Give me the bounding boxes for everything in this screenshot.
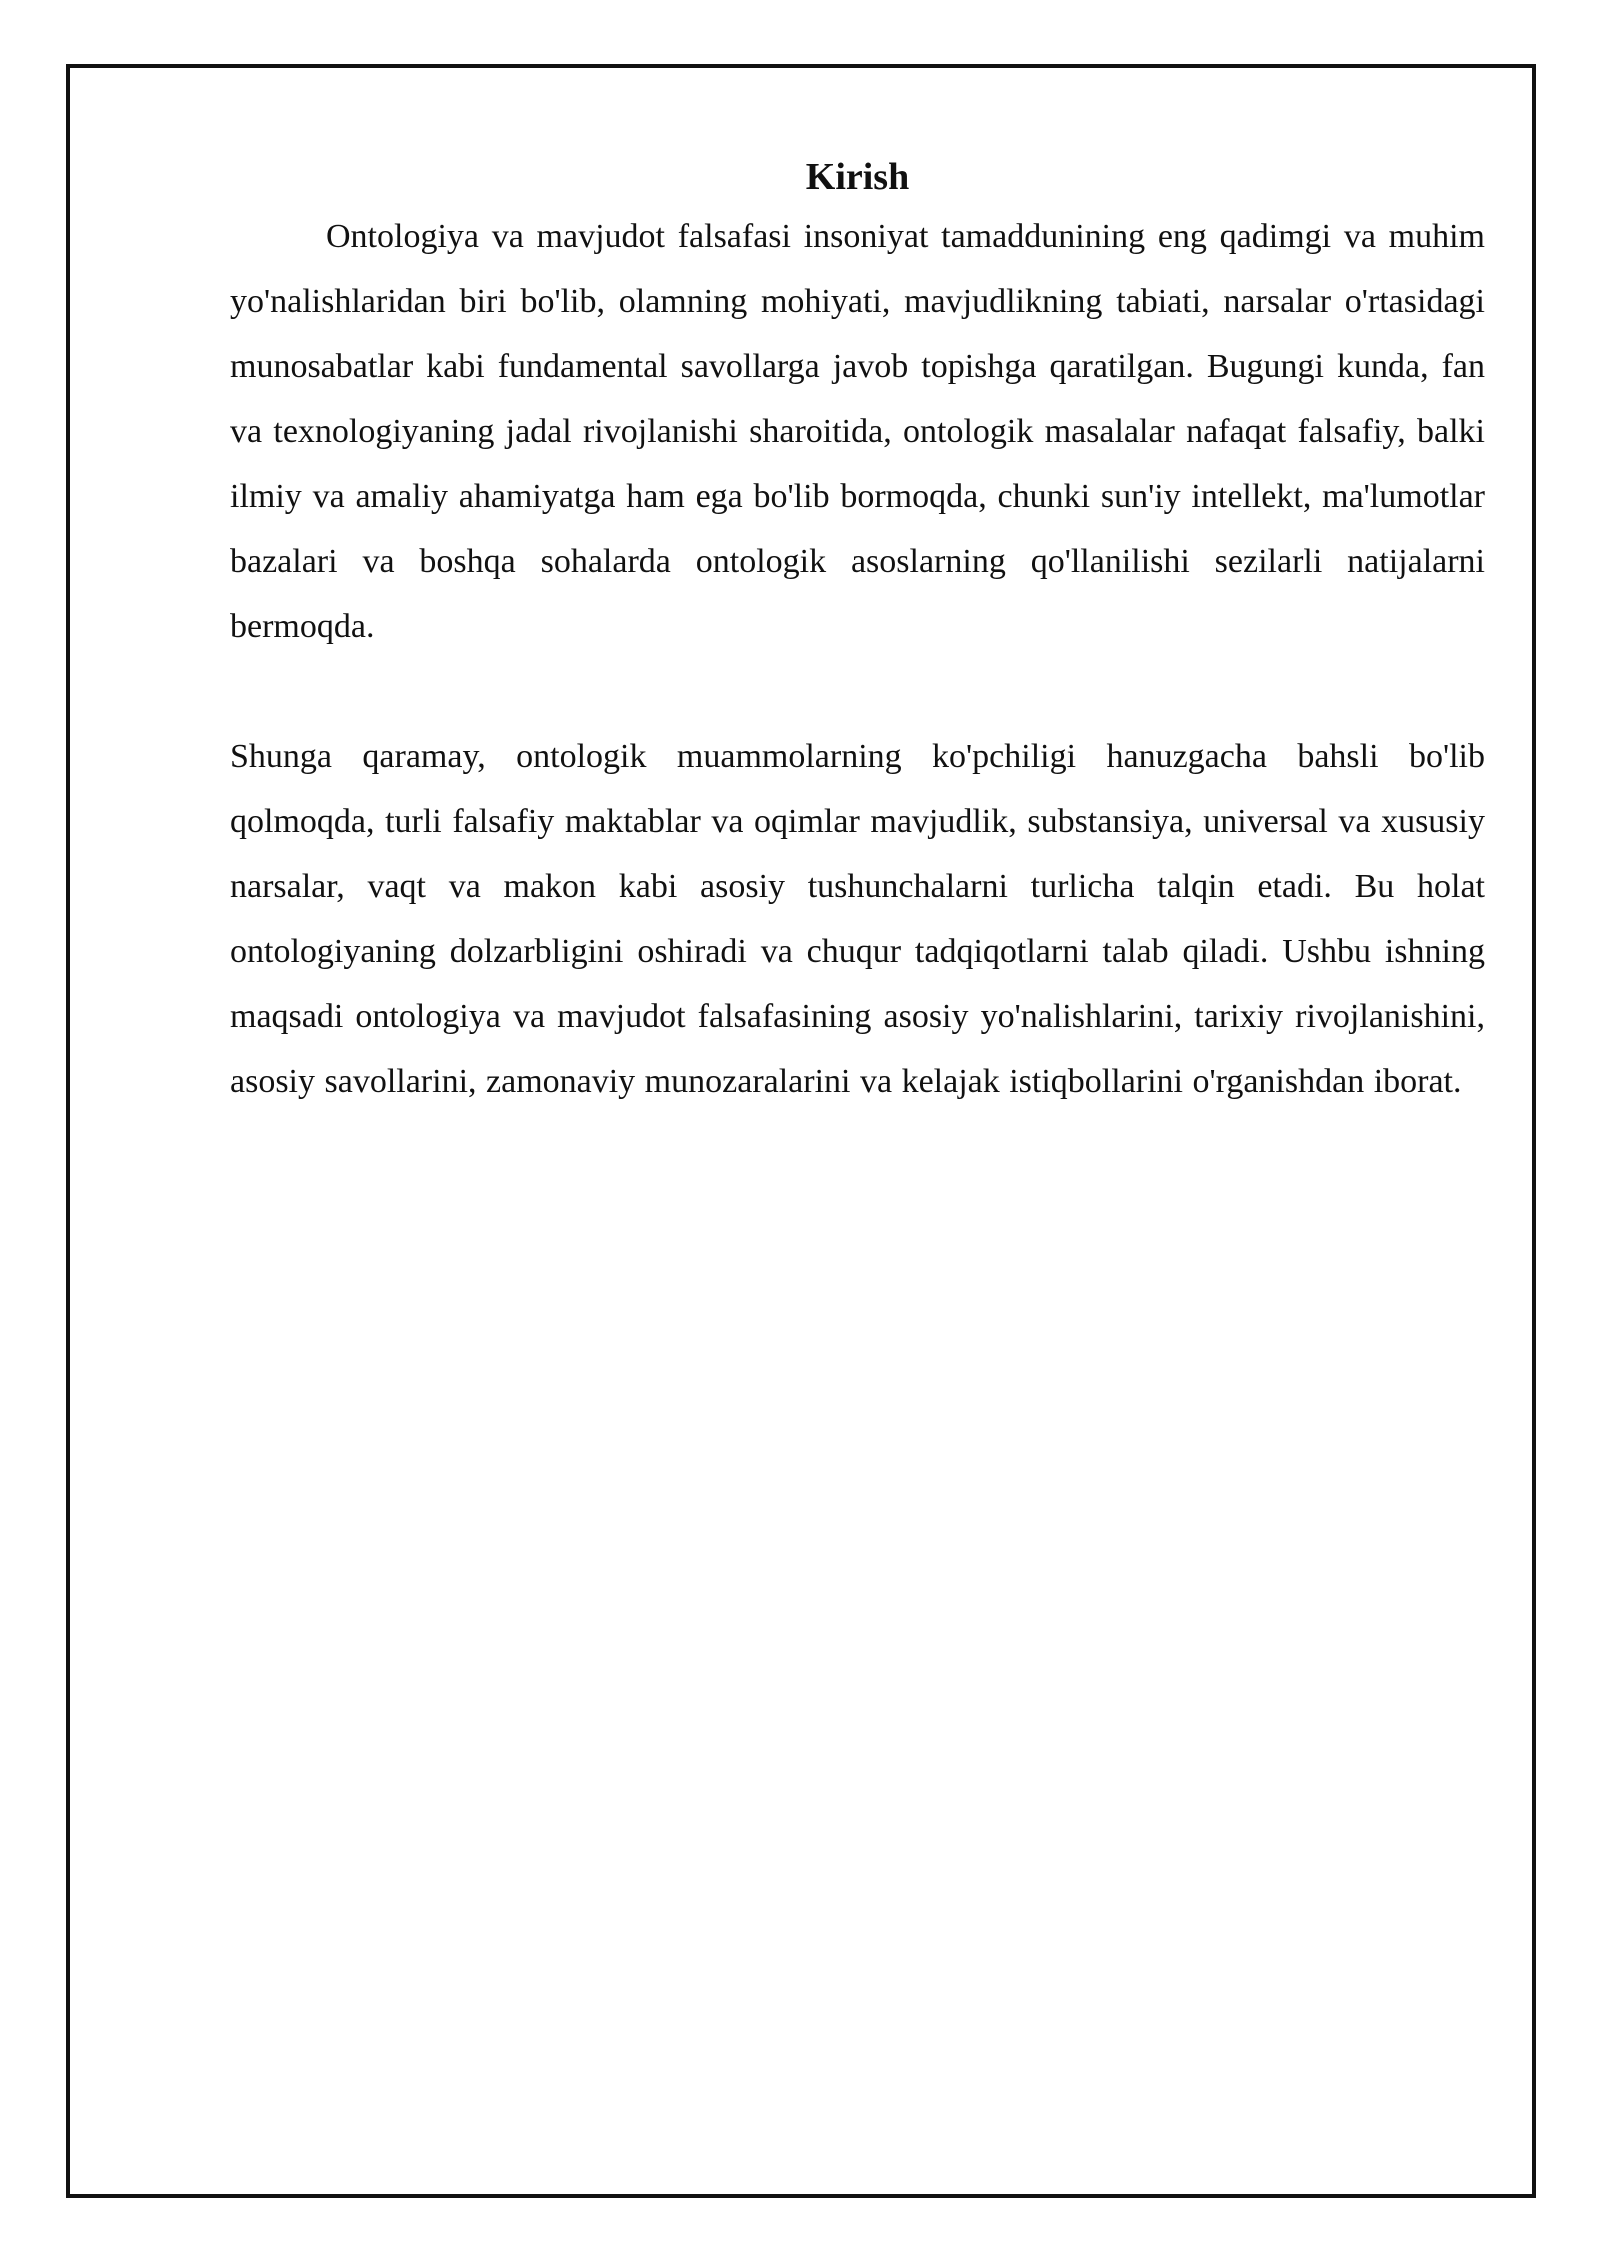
paragraph-intro: Ontologiya va mavjudot falsafasi insoniyat tamaddunining eng qadimgi va muhim yo'nalishlaridan biri bo'lib, olamning mohiyati, mavjudlikning tabiati, narsalar o'rtasidagi munosabatlar kabi fundamental savollarga javob topishga qaratilgan. Bugungi kunda, fan va texnologiyaning jadal rivojlanishi sharoitida, ontologik masalalar nafaqat falsafiy, balki ilmiy va amaliy ahamiyatga ham ega bo'lib bormoqda, chunki sun'iy intellekt, ma'lumotlar bazalari va boshqa sohalarda ontologik asoslarning qo'llanilishi sezilarli natijalarni bermoqda.: [230, 218, 1485, 645]
paragraph-aim: Shunga qaramay, ontologik muammolarning ko'pchiligi hanuzgacha bahsli bo'lib qolmoqda, turli falsafiy maktablar va oqimlar mavjudlik, substansiya, universal va xususiy narsalar, vaqt va makon kabi asosiy tushunchalarni turlicha talqin etadi. Bu holat ontologiyaning dolzarbligini oshiradi va chuqur tadqiqotlarni talab qiladi. Ushbu ishning maqsadi ontologiya va mavjudot falsafasining asosiy yo'nalishlarini, tarixiy rivojlanishini, asosiy savollarini, zamonaviy munozaralarini va kelajak istiqbollarini o'rganishdan iborat.: [230, 738, 1485, 1100]
paragraph-spacer: [230, 659, 1485, 724]
page-title: Kirish: [805, 156, 910, 198]
document-body: [230, 150, 1485, 1114]
